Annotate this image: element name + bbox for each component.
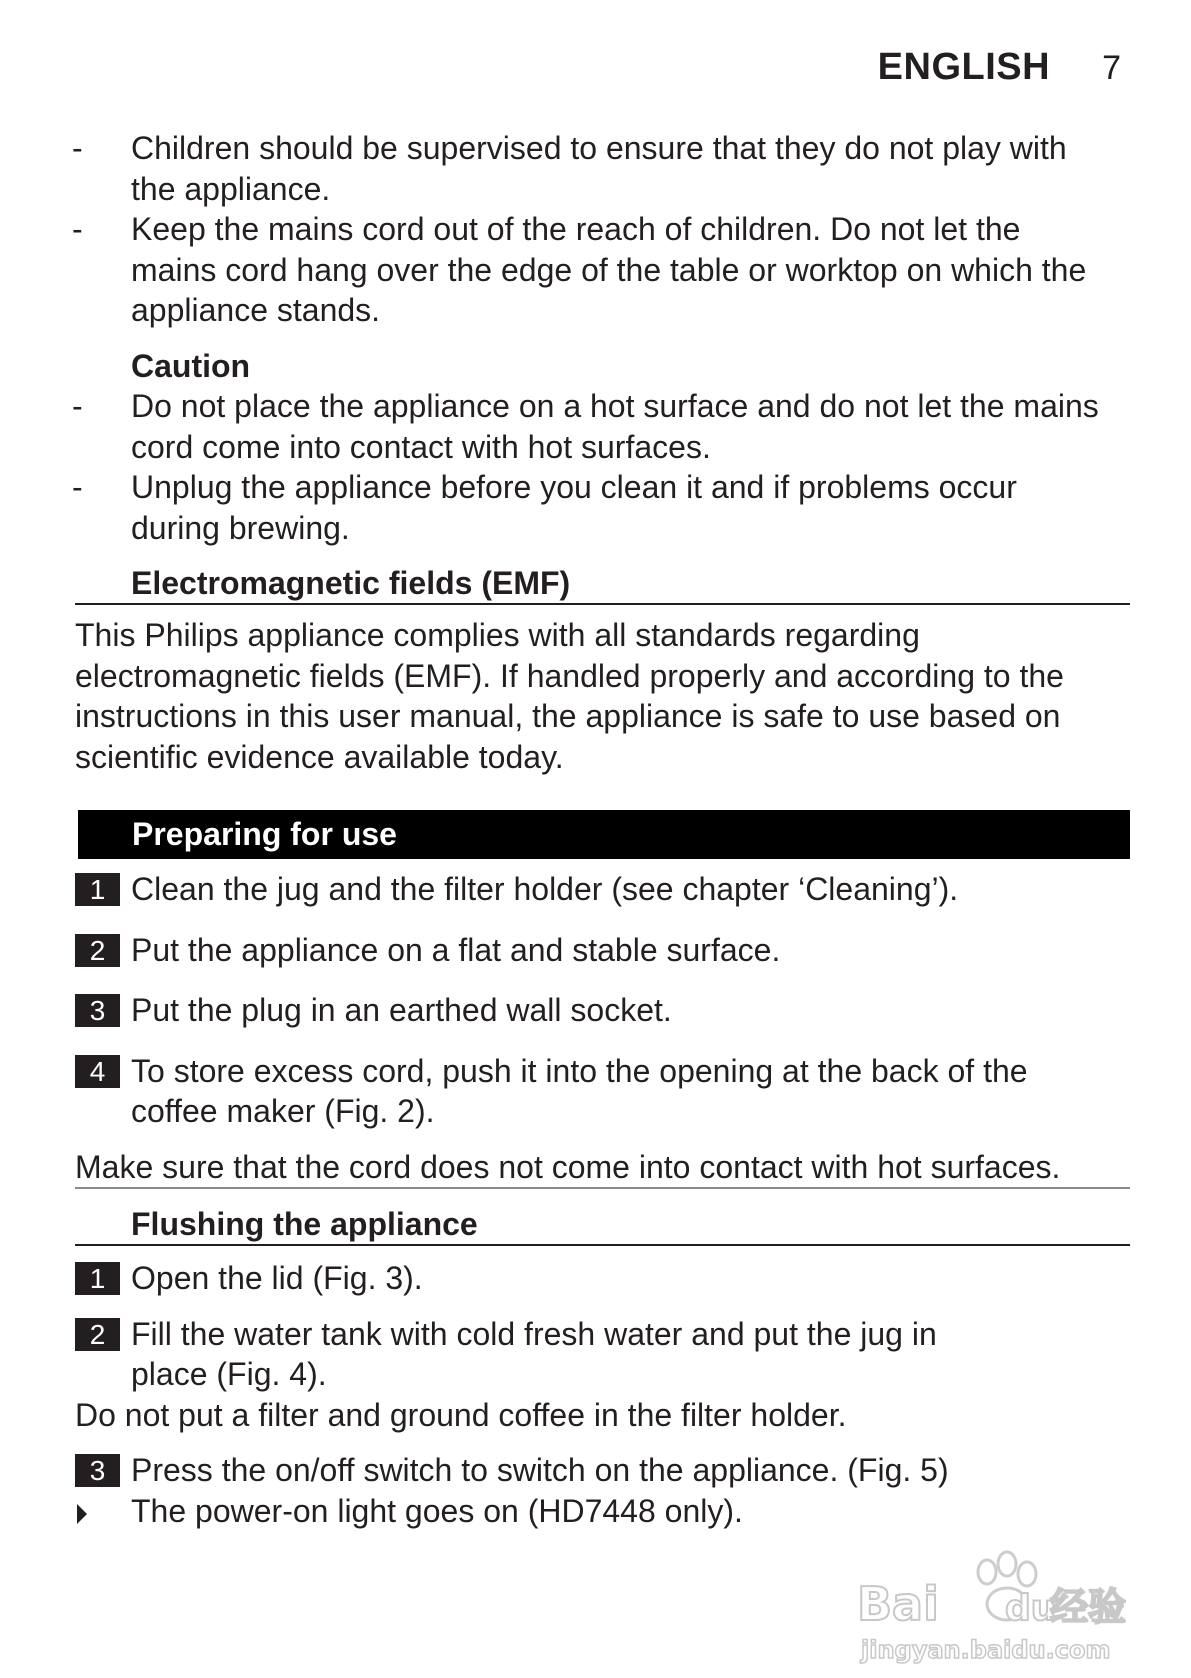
step-number: 2 <box>75 1318 120 1351</box>
step-item <box>75 990 1130 1031</box>
text-line: Put the plug in an earthed wall socket. <box>131 992 672 1028</box>
warning-item <box>72 209 1130 331</box>
watermark-cn: 经验 <box>1050 1585 1127 1629</box>
text-line: during brewing. <box>131 509 350 546</box>
step-item <box>75 869 1130 910</box>
emf-paragraph-line: instructions in this user manual, the appliance is safe to use based on <box>75 698 1061 734</box>
page-header <box>878 46 1121 89</box>
emf-paragraph-line: This Philips appliance complies with all standards regarding <box>75 617 920 653</box>
watermark-url: jingyan.baidu.com <box>861 1636 1111 1664</box>
text-line: mains cord hang over the edge of the table or worktop on which the <box>131 251 1087 288</box>
dash-marker: - <box>72 388 83 424</box>
content <box>72 128 1130 1531</box>
caution-item <box>72 386 1130 467</box>
step-number: 3 <box>75 1454 120 1487</box>
text-line: Open the lid (Fig. 3). <box>131 1260 423 1296</box>
text-line: Put the appliance on a flat and stable surface. <box>131 931 781 968</box>
step-number: 4 <box>75 1055 120 1088</box>
step-item <box>75 1314 1130 1395</box>
text-line: appliance stands. <box>131 292 381 328</box>
step-item <box>75 930 1130 971</box>
text-line: place (Fig. 4). <box>131 1356 327 1392</box>
warning-item <box>72 128 1130 209</box>
emf-paragraph-line: scientific evidence available today. <box>75 738 564 775</box>
caution-item <box>72 467 1130 548</box>
step-number: 1 <box>75 1262 120 1295</box>
text-line: Do not place the appliance on a hot surface and do not let the mains <box>131 388 1099 424</box>
baidu-watermark <box>855 1520 1135 1670</box>
text-line: The power-on light goes on (HD7448 only). <box>131 1492 743 1529</box>
dash-marker: - <box>72 211 83 247</box>
filter-note: Do not put a filter and ground coffee in the filter holder. <box>75 1396 847 1433</box>
step-number: 1 <box>75 873 120 906</box>
cord-note: Make sure that the cord does not come into contact with hot surfaces. <box>75 1147 1130 1190</box>
watermark-brand-du: du <box>1005 1588 1057 1629</box>
emf-heading: Electromagnetic fields (EMF) <box>75 563 1130 605</box>
text-line: coffee maker (Fig. 2). <box>131 1093 435 1129</box>
page-number: 7 <box>1102 49 1121 87</box>
step-number: 3 <box>75 994 120 1027</box>
text-line: cord come into contact with hot surfaces. <box>131 428 711 465</box>
caution-heading: Caution <box>131 347 251 384</box>
text-line: Fill the water tank with cold fresh water and put the jug in <box>131 1315 937 1352</box>
step-item <box>75 1450 1130 1491</box>
flushing-heading: Flushing the appliance <box>75 1204 1130 1246</box>
result-arrow-icon <box>77 1504 87 1524</box>
dash-marker: - <box>72 130 83 166</box>
emf-paragraph-line: electromagnetic fields (EMF). If handled properly and according to the <box>75 657 1064 694</box>
dash-marker: - <box>72 469 83 505</box>
language-label: ENGLISH <box>877 46 1051 88</box>
text-line: To store excess cord, push it into the opening at the back of the <box>131 1052 1028 1089</box>
step-item <box>75 1258 1130 1299</box>
text-line: Press the on/off switch to switch on the appliance. (Fig. 5) <box>131 1452 949 1488</box>
text-line: Clean the jug and the filter holder (see chapter ‘Cleaning’). <box>131 871 959 907</box>
text-line: the appliance. <box>131 170 331 207</box>
text-line: Children should be supervised to ensure that they do not play with <box>131 130 1067 166</box>
text-line: Keep the mains cord out of the reach of children. Do not let the <box>131 211 1021 247</box>
step-item <box>75 1051 1130 1132</box>
text-line: Unplug the appliance before you clean it and if problems occur <box>131 469 1017 505</box>
watermark-brand: Bai <box>857 1577 939 1631</box>
step-number: 2 <box>75 934 120 967</box>
preparing-heading: Preparing for use <box>78 810 1130 859</box>
